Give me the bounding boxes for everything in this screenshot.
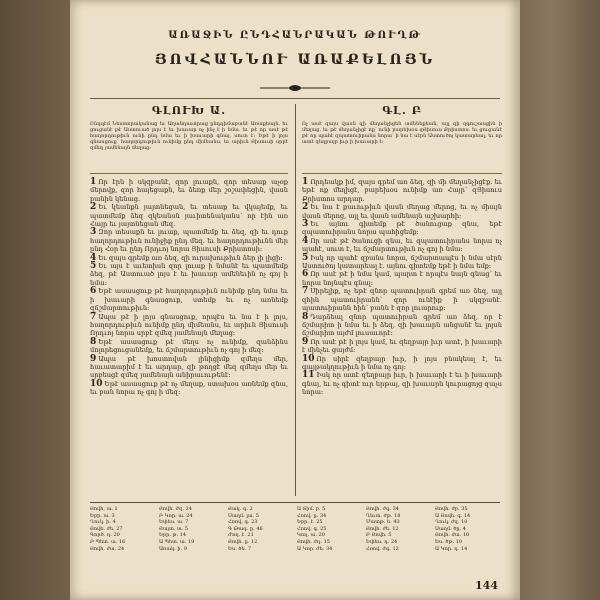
reference-entry: Հռով. ը. 34 <box>297 512 327 519</box>
verse-text: Եւ այնու գիտեմք թէ ծանուցաք զնա, եթէ զպատուիրանս նորա պահիցեմք։ <box>302 220 502 237</box>
reference-entry: Եբր. թ. 14 <box>159 532 187 539</box>
verse <box>90 287 288 312</box>
reference-entry: Յովհ. ժդ. 15 <box>297 538 330 545</box>
verse-text: Դարձեալ զնոր պատուիրան գրեմ առ ձեզ, որ է ճշմարիտ ի նմա եւ ի ձեզ, զի խաւարն անցանէ եւ լոյսն ճշմարիտ այժմ լուսաւորէ։ <box>302 312 502 338</box>
reference-entry: Ա Կոր. ժե. 34 <box>297 545 333 552</box>
verse-number: 10 <box>302 353 315 364</box>
reference-entry: Ես. ծե. 7 <box>228 545 252 552</box>
reference-entry: Բ Կոր. ա. 24 <box>159 512 193 519</box>
verse <box>90 380 288 397</box>
verse <box>90 203 288 228</box>
cross-references <box>90 502 500 575</box>
verse-number: 1 <box>302 177 309 187</box>
verse-number: 5 <box>90 261 97 272</box>
verse-text: Եւ այս է աւետիսն զոր լուաք ի նմանէ եւ պատմեմք ձեզ, թէ Աստուած լոյս է եւ խաւար ամենեւին ոչ գոյ ի նմա։ <box>90 262 288 287</box>
reference-column <box>297 506 363 552</box>
left-column <box>90 104 288 397</box>
verse-text: Իսկ որ ատէ զեղբայր իւր, ի խաւարի է եւ ի խաւարի գնայ, եւ ոչ գիտէ ուր երթայ, զի խաւարն կուրացոյց զաչս նորա։ <box>302 371 502 397</box>
reference-entry: Եբր. է. 25 <box>297 519 323 526</box>
reference-entry: Ես. ծթ. 10 <box>435 538 462 545</box>
verse <box>302 220 502 237</box>
reference-entry: Սաղմ. լա. 5 <box>228 512 259 519</box>
reference-entry: Ա Յովհ. գ. 14 <box>435 512 471 519</box>
reference-entry: Ղեւտ. ժթ. 18 <box>366 512 401 519</box>
verse-number: 3 <box>302 219 309 230</box>
reference-entry: Ղուկ. ժզ. 10 <box>435 519 468 526</box>
verse-number: 5 <box>302 252 309 263</box>
reference-entry: Եբր. ա. 3 <box>90 512 115 519</box>
reference-column <box>90 506 156 552</box>
verse-text: Որ էրն ի սկզբանէ, զոր լուաքն, զոր տեսաք աչօք մերովք, զոր հայեցաքն, եւ ձեռք մեր շօշափեցին, վասն բանին կենաց. <box>90 178 288 203</box>
reference-entry: Մատթ. ե. 43 <box>366 519 400 526</box>
verse-number: 4 <box>90 252 97 263</box>
book-page <box>70 0 520 600</box>
verse-number: 8 <box>90 336 97 347</box>
reference-entry: Յովհ. ժգ. 34 <box>366 506 399 512</box>
verse <box>302 237 502 254</box>
binding-left-edge <box>0 0 70 600</box>
verse-text: Որդեակք իմ, զայս գրեմ առ ձեզ, զի մի մեղանչիցէք. եւ եթէ ոք մեղիցէ, բարեխօս ունիմք առ Հայր՝ զՅիսուս Քրիստոս արդար. <box>302 178 502 203</box>
reference-entry: Բ Յովհ. 5 <box>366 532 392 539</box>
verse-number: 7 <box>90 311 97 322</box>
verse-number: 2 <box>302 202 309 213</box>
right-column <box>302 104 502 397</box>
verse-text: Եւ նա է քաւութիւն վասն մեղաց մերոց, եւ ոչ միայն վասն մերոց, այլ եւ վասն ամենայն աշխարհի։ <box>302 203 502 220</box>
verse-number: 9 <box>90 353 97 364</box>
reference-entry: Յովհ. ա. 1 <box>90 506 118 512</box>
verse <box>302 313 502 338</box>
verse-list <box>90 178 288 397</box>
page-edge-right <box>520 0 600 600</box>
verse <box>302 287 502 312</box>
verse <box>302 203 502 220</box>
ornament-rule-icon <box>260 82 330 94</box>
verse-text: Որ սիրէ զեղբայր իւր, ի լոյս բնակեալ է, եւ գայթակղութիւն ի նմա ոչ գոյ։ <box>302 354 502 371</box>
verse-number: 6 <box>302 269 309 280</box>
reference-entry: Հռով. գ. 23 <box>228 519 258 526</box>
reference-entry: Եփես. դ. 24 <box>366 538 398 545</box>
verse-number: 9 <box>302 336 309 347</box>
verse-number: 11 <box>302 370 315 381</box>
reference-entry: Յովհ. ժա. 24 <box>90 545 125 552</box>
verse-text: Եթէ ասասցուք թէ ոչ մեղաք, ստախօս առնեմք զնա, եւ բան նորա ոչ գոյ ի մեզ։ <box>90 379 288 397</box>
reference-entry: Յակ. գ. 2 <box>228 506 253 512</box>
verse-number: 2 <box>90 202 97 213</box>
reference-entry: Յովհ. ժե. 12 <box>366 525 399 532</box>
verse-text: Եթէ ասասցուք թէ հաղորդութիւն ունիմք ընդ նմա եւ ի խաւարի գնասցուք, ստեմք եւ ոչ առնեմք զճշմարտութիւն։ <box>90 287 288 313</box>
main-title: ՅՈՎՀԱՆՆՈՒ ԱՌԱՔԵԼՈՅՆ <box>154 52 436 68</box>
verse-number: 7 <box>302 286 309 297</box>
reference-column <box>159 506 225 552</box>
header-rule <box>90 98 500 99</box>
chapter-heading: ԳԼՈՒԽ Ա. <box>151 104 227 117</box>
reference-entry: Կող. ա. 20 <box>297 532 325 539</box>
verse <box>90 178 288 203</box>
reference-entry: Հռով. ժգ. 12 <box>366 545 399 552</box>
column-divider <box>295 104 296 496</box>
verse-text: Եթէ ասասցուք թէ մեղս ոչ ունիմք, զանձինս մոլորեցուցանեմք, եւ ճշմարտութիւն ոչ գոյ ի մեզ։ <box>90 337 288 355</box>
verse <box>302 338 502 355</box>
reference-entry: Ա Պետ. ա. 19 <box>159 538 195 545</box>
chapter-heading: ԳԼ. Բ <box>382 104 422 117</box>
verse <box>90 355 288 380</box>
verse-number: 10 <box>90 378 103 389</box>
reference-column <box>366 506 432 552</box>
verse-text: Որ ասէ թէ ծանուցի զնա, եւ զպատուիրանս նորա ոչ պահէ, սուտ է, եւ ճշմարտութիւն ոչ գոյ ի նմա։ <box>302 236 502 254</box>
verse <box>302 254 502 271</box>
verse-list <box>302 178 502 397</box>
verse-text: Սիրելիք, ոչ եթէ զնոր պատուիրան գրեմ առ ձեզ, այլ զհին պատուիրանն՝ զոր ունէիք ի սկզբանէ. պատուիրանն հին՝ բանն է զոր լուարուք։ <box>302 287 502 313</box>
reference-entry: Եփես. ա. 7 <box>159 519 189 526</box>
verse-number: 6 <box>90 286 97 297</box>
verse <box>302 178 502 203</box>
verse <box>90 262 288 287</box>
verse-number: 8 <box>302 311 309 322</box>
reference-entry: Գ Թագ. ը. 46 <box>228 525 263 532</box>
verse-text: Եւ կեանքն յայտնեցան, եւ տեսաք եւ վկայեմք, եւ պատմեմք ձեզ զկեանսն յաւիտենականս՝ որ էին առ Հայր եւ յայտնեցան մեզ. <box>90 203 288 229</box>
reference-column <box>435 506 500 552</box>
verse <box>90 254 288 262</box>
verse-text: Եւ զայս գրեմք առ ձեզ, զի ուրախութիւն ձեր լի լիցի։ <box>98 253 283 262</box>
reference-entry: Յովհ. ժե. 27 <box>90 525 123 532</box>
chapter-summary: Ընդդէմ Նեստորականաց եւ Աղանդաւորաց ընդդիմաբանէ Առաքեալն, եւ ցուցանէ թէ Աստուած լոյս է եւ խաւար ոչ ինչ է ի նմա. եւ թէ որ ասէ թէ հաղորդութիւն ունի ընդ նմա եւ ի խաւարի գնայ, սուտ է։ Եթէ ի լոյս գնասցուք՝ հաղորդութիւն ունիմք ընդ միմեանս, եւ արիւն Յիսուսի սրբէ զմեզ յամենայն մեղաց։ <box>90 121 288 174</box>
verse-text: Ապա թէ ի լոյս գնասցուք, որպէս եւ նա է ի լոյս, հաղորդութիւն ունիմք ընդ միմեանս, եւ արիւն Յիսուսի Որդւոյ նորա սրբէ զմեզ յամենայն մեղաց։ <box>90 312 288 338</box>
reference-entry: Սաղմ. ծը. 4 <box>435 525 466 532</box>
verse-text: Ապա թէ խոստովան լինիցիմք զմեղս մեր, հաւատարիմ է եւ արդար, զի թողցէ մեզ զմեղս մեր եւ սրբեսցէ զմեզ յամենայն անիրաւութենէ։ <box>90 354 288 380</box>
verse-text: Զոր տեսաքն եւ լուաք, պատմեմք եւ ձեզ, զի եւ դուք հաղորդութիւն ունիջիք ընդ մեզ. եւ հաղորդութիւնն մեր ընդ Հօր եւ ընդ Որդւոյ նորա Յիսուսի Քրիստոսի։ <box>90 228 288 254</box>
verse-text: Որ ասէ թէ ի լոյս կամ, եւ զեղբայր իւր ատէ, ի խաւարի է մինչեւ ցայժմ։ <box>302 337 502 355</box>
reference-entry: Հռով. գ. 25 <box>297 525 327 532</box>
reference-column <box>228 506 294 552</box>
verse <box>302 270 502 287</box>
reference-entry: Յայտ. ա. 5 <box>159 525 189 532</box>
reference-entry: Ա Տիմ. բ. 5 <box>297 506 326 512</box>
verse-number: 4 <box>302 235 309 246</box>
reference-entry: Գործ. դ. 20 <box>90 532 120 539</box>
reference-entry: Յովհ. ժբ. 35 <box>435 506 468 512</box>
verse-text: Որ ասէ թէ ի նմա կամ, պարտ է որպէս նայն գնաց՝ եւ նորա նոյնպէս գնալ։ <box>302 270 502 287</box>
reference-entry: Բ Պետ. ա. 16 <box>90 538 126 545</box>
verse-number: 3 <box>90 227 97 238</box>
verse <box>90 313 288 338</box>
reference-entry: Յովհ. ժա. 10 <box>435 532 470 539</box>
chapter-summary: Ոչ ասէ զայս վասն զի մեղանչիցեն ամենեքեան, այլ զի զգուշասցին ի մեղաց. եւ թէ մեղանչիցէ ոք՝ ունի բարեխօս զՅիսուս Քրիստոս. եւ ցուցանէ թէ որ պահէ զպատուիրանս նորա՝ ի նա է սէրն Աստուծոյ կատարեալ, եւ որ ատէ զեղբայր իւր ի խաւարի է։ <box>302 121 502 174</box>
verse-text: Իսկ որ պահէ զբանս նորա, ճշմարտապէս ի նմա սէրն Աստուծոյ կատարեալ է. այնու գիտեմք եթէ ի նմա եմք։ <box>302 253 502 271</box>
reference-entry: Ժող. է. 21 <box>228 532 254 539</box>
reference-entry: Յովհ. ժզ. 24 <box>159 506 192 512</box>
reference-entry: Ղուկ. ի. 4 <box>90 519 116 526</box>
reference-entry: Առակ. ի. 9 <box>159 545 187 552</box>
verse <box>90 338 288 355</box>
running-title: ԱՌԱՋԻՆ ԸՆԴՀԱՆՐԱԿԱՆ ԹՈՒՂԹ <box>168 30 422 41</box>
verse <box>302 371 502 396</box>
verse-number: 1 <box>90 177 97 187</box>
reference-entry: Յովհ. ը. 12 <box>228 538 258 545</box>
verse <box>302 355 502 372</box>
reference-entry: Ա Կոր. դ. 14 <box>435 545 468 552</box>
page-number: 144 <box>475 579 498 592</box>
verse <box>90 228 288 253</box>
